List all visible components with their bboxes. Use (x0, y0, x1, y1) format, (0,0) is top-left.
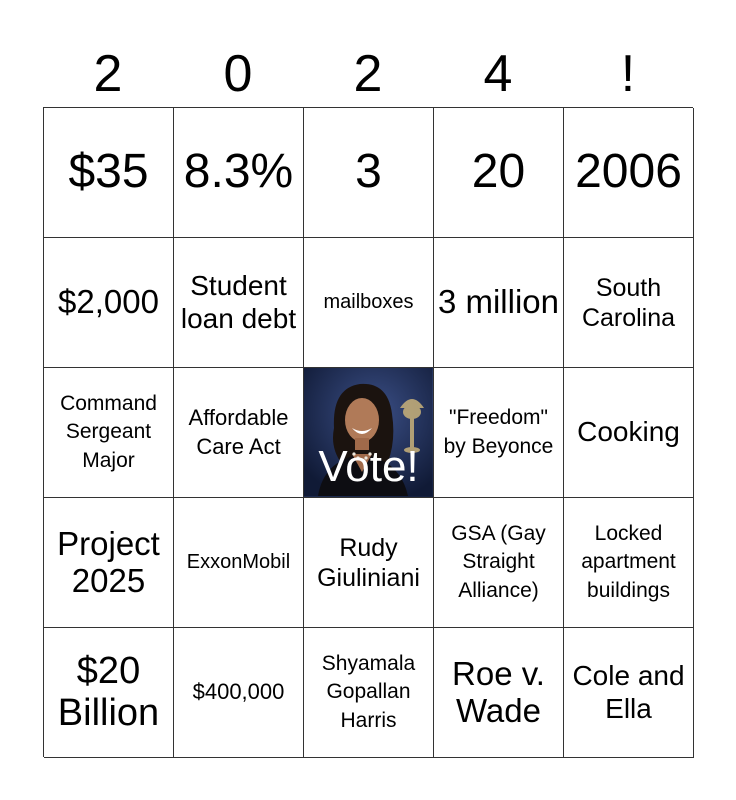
bingo-grid (43, 107, 693, 757)
bingo-cell[interactable]: Cole and Ella (564, 628, 694, 758)
bingo-header (43, 40, 693, 108)
bingo-cell[interactable]: $20 Billion (44, 628, 174, 758)
bingo-cell[interactable]: Cooking (564, 368, 694, 498)
bingo-cell[interactable]: Roe v. Wade (434, 628, 564, 758)
header-letter-5: ! (620, 45, 636, 103)
bingo-cell[interactable]: Rudy Giuliniani (304, 498, 434, 628)
header-letter-1: 2 (93, 45, 123, 103)
bingo-cell[interactable]: South Carolina (564, 238, 694, 368)
bingo-cell[interactable]: $400,000 (174, 628, 304, 758)
header-letter-2: 0 (223, 45, 253, 103)
header-letter-4: 4 (483, 45, 513, 103)
bingo-cell[interactable]: 8.3% (174, 108, 304, 238)
bingo-cell[interactable]: ExxonMobil (174, 498, 304, 628)
bingo-cell[interactable]: $35 (44, 108, 174, 238)
header-letter-3: 2 (353, 45, 383, 103)
bingo-cell[interactable]: Project 2025 (44, 498, 174, 628)
bingo-cell[interactable]: 3 million (434, 238, 564, 368)
bingo-cell[interactable]: 2006 (564, 108, 694, 238)
bingo-cell[interactable]: 20 (434, 108, 564, 238)
bingo-cell[interactable]: Command Sergeant Major (44, 368, 174, 498)
bingo-cell[interactable]: Student loan debt (174, 238, 304, 368)
bingo-cell[interactable]: "Freedom" by Beyonce (434, 368, 564, 498)
bingo-cell[interactable]: 3 (304, 108, 434, 238)
bingo-cell[interactable]: $2,000 (44, 238, 174, 368)
free-space[interactable] (304, 368, 434, 498)
bingo-cell[interactable]: Shyamala Gopallan Harris (304, 628, 434, 758)
bingo-cell[interactable]: mailboxes (304, 238, 434, 368)
free-space-label: Vote! (318, 442, 419, 491)
bingo-cell[interactable]: Locked apartment buildings (564, 498, 694, 628)
bingo-cell[interactable]: GSA (Gay Straight Alliance) (434, 498, 564, 628)
bingo-cell[interactable]: Affordable Care Act (174, 368, 304, 498)
